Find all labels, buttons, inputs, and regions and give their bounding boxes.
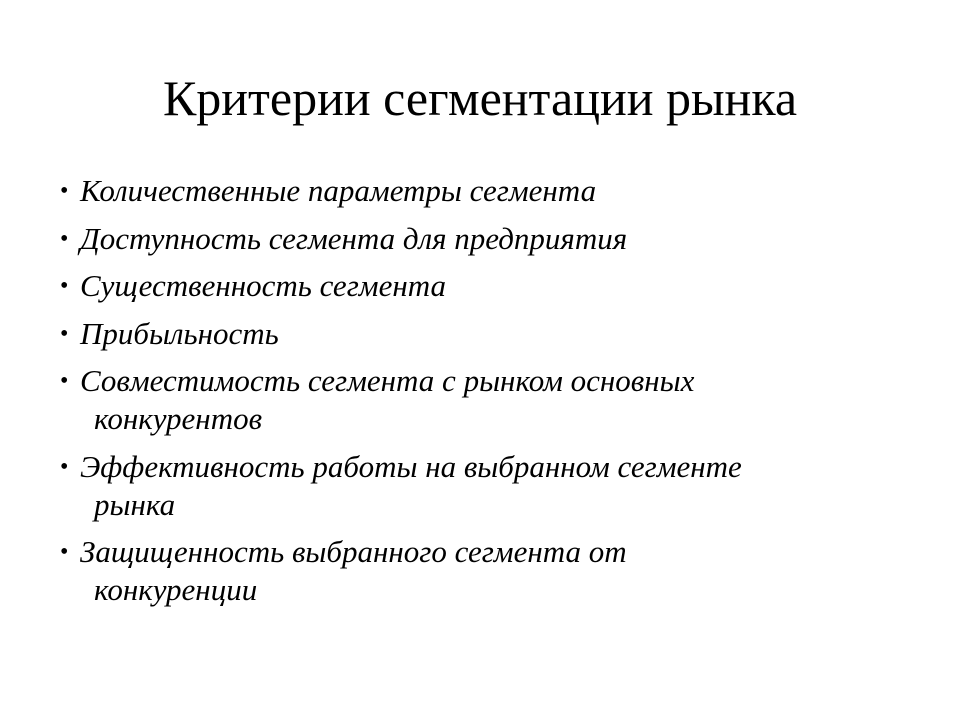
list-item xyxy=(60,448,920,524)
list-item xyxy=(60,362,920,438)
bullet-icon: • xyxy=(60,539,69,565)
bullet-icon: • xyxy=(60,320,69,347)
list-item xyxy=(60,267,920,305)
bullet-icon: • xyxy=(60,273,69,299)
slide-title: Критерии сегментации рынка xyxy=(162,70,798,126)
list-item-text-continued: конкурентов xyxy=(94,401,263,436)
list-item xyxy=(60,220,920,258)
list-item xyxy=(60,533,920,609)
list-item xyxy=(60,172,920,210)
list-item-text: Существенность сегмента xyxy=(80,268,446,303)
list-item-text-continued: конкуренции xyxy=(94,572,258,607)
list-item-text: Эффективность работы на выбранном сегменте xyxy=(80,448,742,484)
list-item-text: Совместимость сегмента с рынком основных xyxy=(80,363,695,398)
bullet-icon: • xyxy=(60,453,69,480)
bullet-list xyxy=(60,172,920,619)
bullet-icon: • xyxy=(60,225,69,252)
list-item-text: Защищенность выбранного сегмента от xyxy=(80,534,627,569)
bullet-icon: • xyxy=(60,178,69,204)
bullet-icon: • xyxy=(60,368,69,394)
list-item xyxy=(60,315,920,353)
list-item-text-continued: рынка xyxy=(94,486,176,522)
list-item-text: Количественные параметры сегмента xyxy=(80,173,597,208)
list-item-text: Доступность сегмента для предприятия xyxy=(80,220,628,256)
list-item-text: Прибыльность xyxy=(80,315,279,351)
